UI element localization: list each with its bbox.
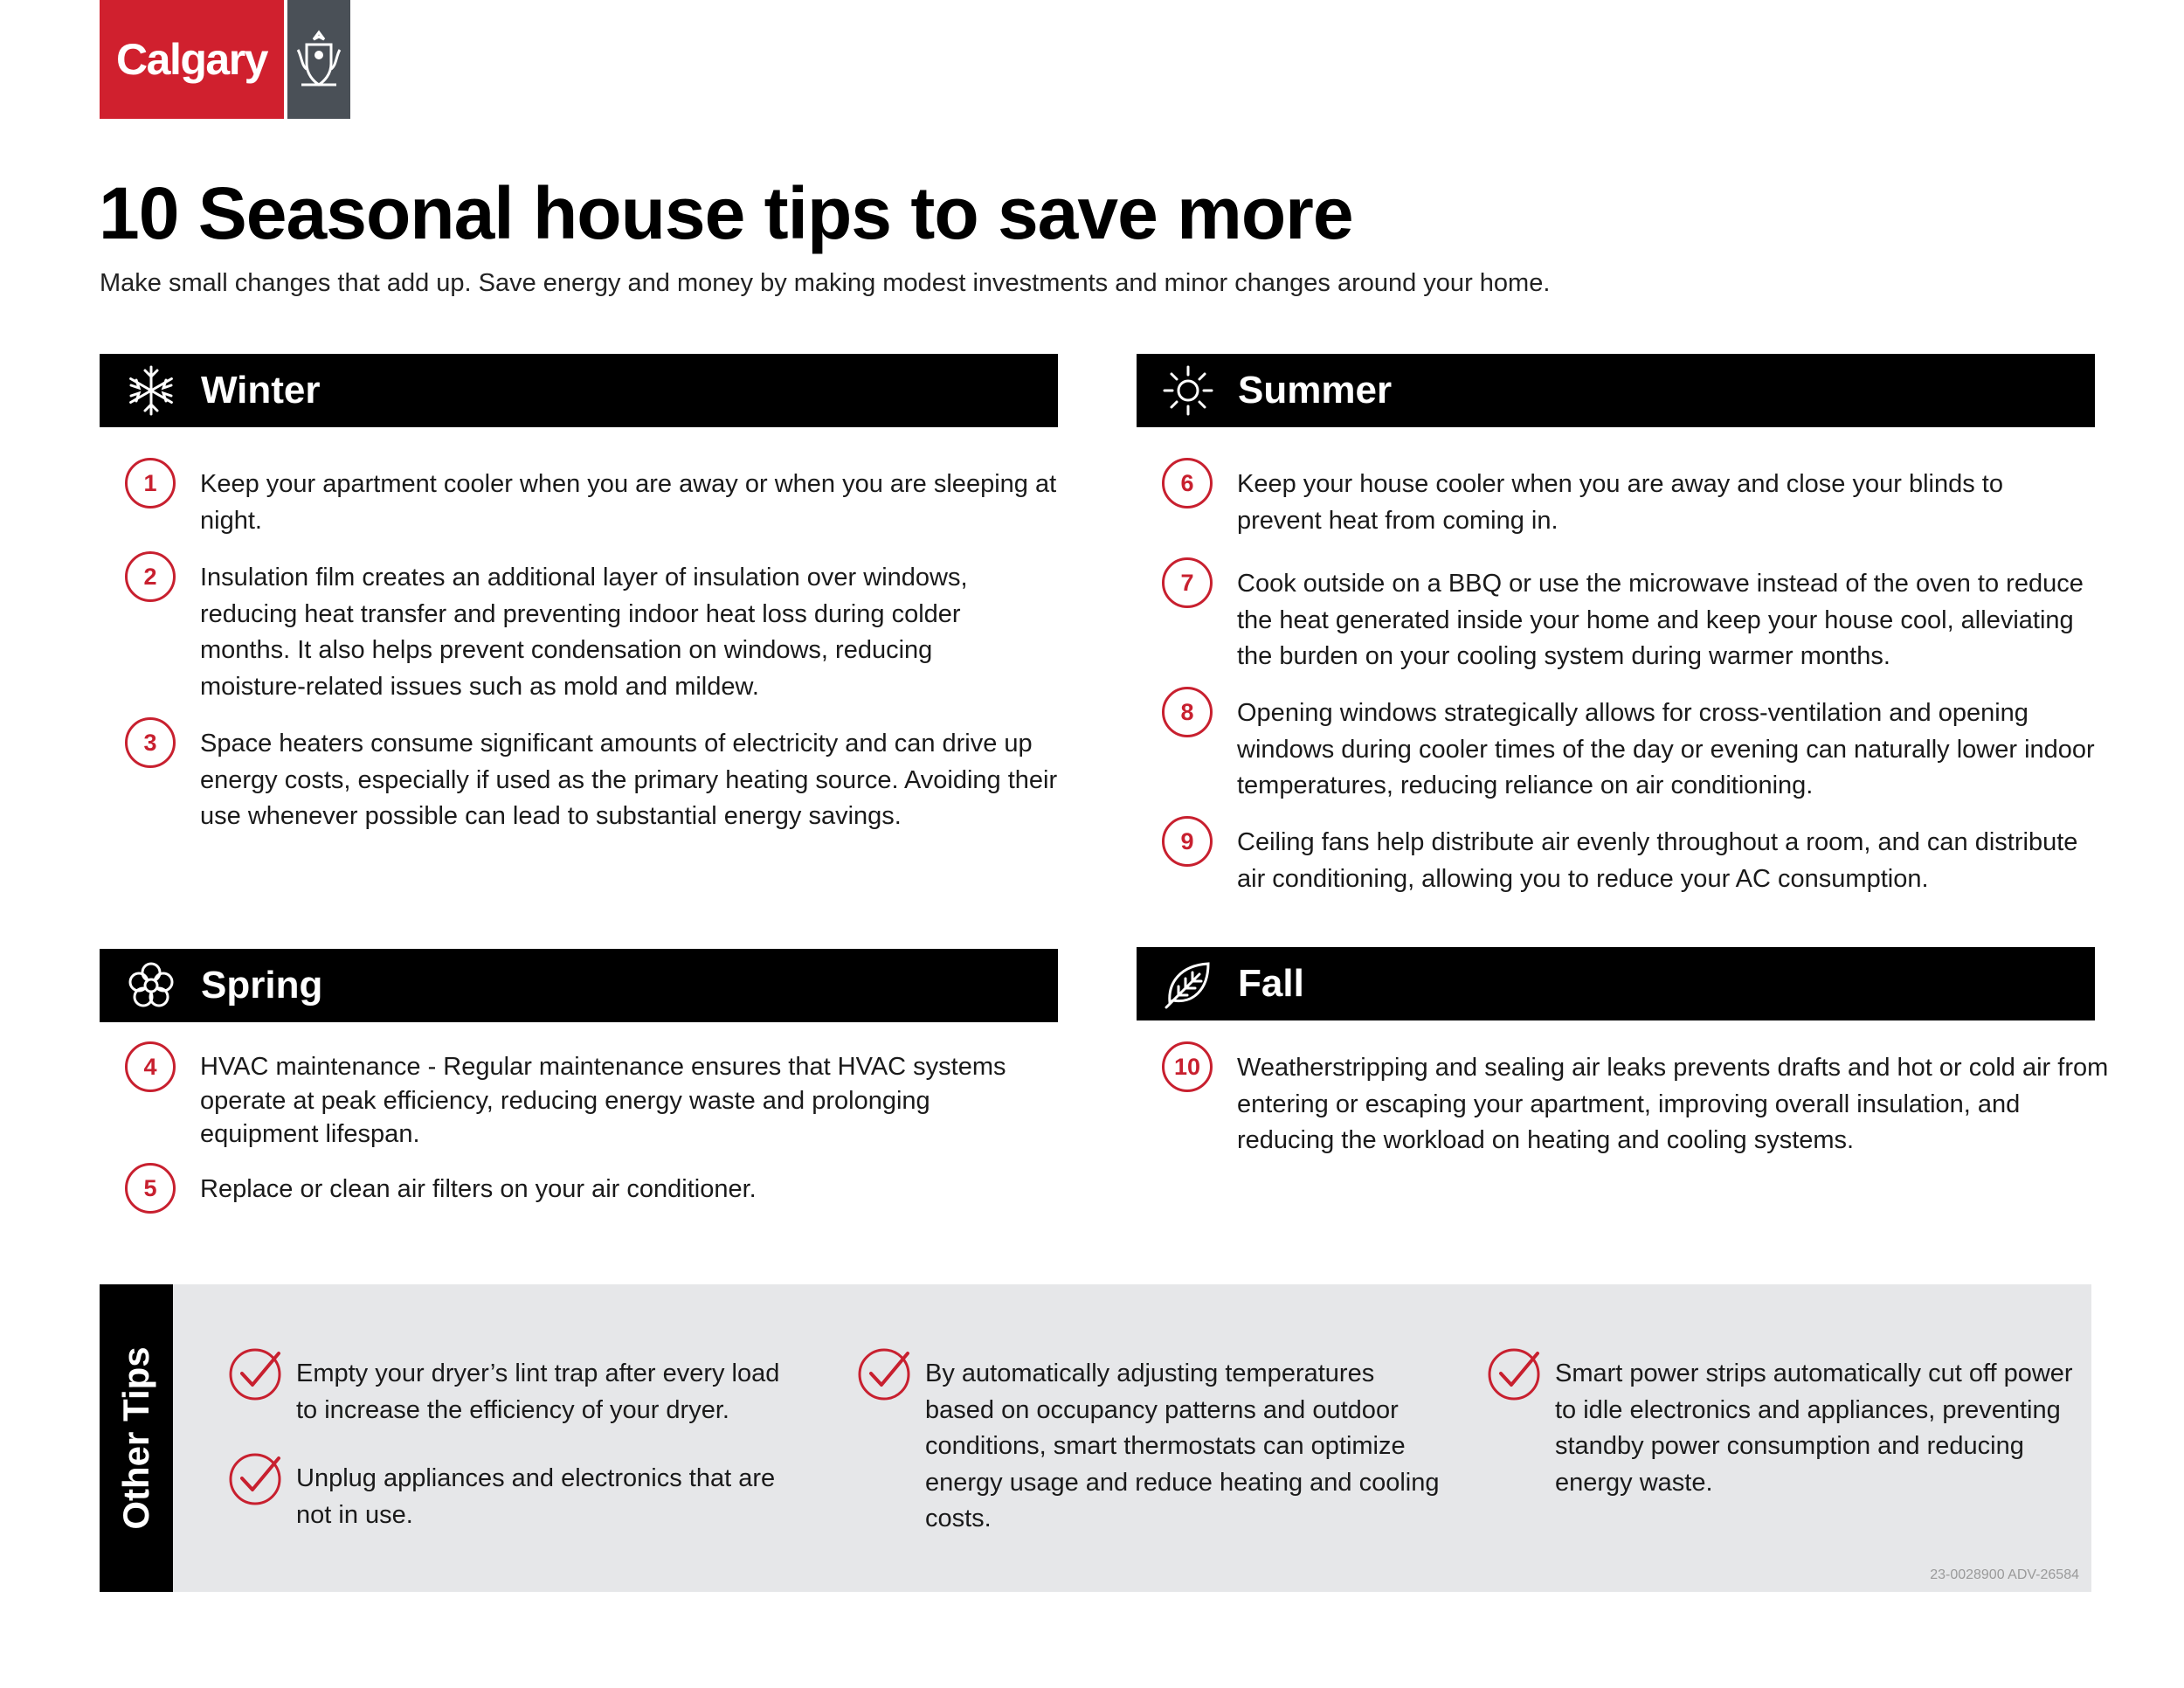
tip-number: 7 <box>1162 557 1213 608</box>
calgary-logo <box>100 0 350 119</box>
tip-text: Keep your house cooler when you are away and close your blinds to prevent heat from coming in. <box>1237 470 2003 535</box>
page-subtitle: Make small changes that add up. Save energy and money by making modest investments and minor changes around your home. <box>100 269 1551 297</box>
page-title: 10 Seasonal house tips to save more <box>99 172 1353 254</box>
document-reference: 23-0028900 ADV-26584 <box>1930 1567 2079 1582</box>
flower-icon <box>121 955 182 1016</box>
other-tip-text: Smart power strips automatically cut off power to idle electronics and appliances, preventing standby power consumption and reducing energy waste. <box>1555 1359 2073 1497</box>
section-header-summer <box>1137 354 2095 427</box>
checkmark-icon <box>228 1346 286 1403</box>
other-tips-label: Other Tips <box>115 1346 156 1530</box>
tip-text: Insulation film creates an additional layer of insulation over windows, reducing heat transfer and preventing indoor heat loss during colder months. It also helps prevent condensation on windows, reducing moisture-related issues such as mold and mildew. <box>200 564 968 701</box>
other-tip-text: By automatically adjusting temperatures based on occupancy patterns and outdoor conditions, smart thermostats can optimize energy usage and reduce heating and cooling costs. <box>925 1359 1440 1532</box>
tip-number: 3 <box>125 717 176 768</box>
other-tip-text: Unplug appliances and electronics that are not in use. <box>296 1464 776 1529</box>
checkmark-icon <box>857 1346 915 1403</box>
section-header-spring <box>100 949 1058 1022</box>
section-title-spring: Spring <box>201 964 323 1007</box>
tip-number: 1 <box>125 458 176 508</box>
snowflake-icon <box>121 360 182 421</box>
tip-text: Keep your apartment cooler when you are away or when you are sleeping at night. <box>200 470 1057 535</box>
section-title-summer: Summer <box>1238 369 1393 412</box>
checkmark-icon <box>1487 1346 1545 1403</box>
other-tip-text: Empty your dryer’s lint trap after every load to increase the efficiency of your dryer. <box>296 1359 780 1424</box>
checkmark-icon <box>228 1450 286 1508</box>
section-header-fall <box>1137 947 2095 1020</box>
tip-text: HVAC maintenance - Regular maintenance ensures that HVAC systems operate at peak efficiency, reducing energy waste and prolonging equipment lifespan. <box>200 1053 1006 1148</box>
tip-number: 8 <box>1162 687 1213 737</box>
other-tips-label-bar <box>100 1284 173 1592</box>
tip-text: Weatherstripping and sealing air leaks prevents drafts and hot or cold air from entering or escaping your apartment, improving overall insulation, and reducing the workload on heating and cooling systems. <box>1237 1054 2109 1154</box>
tip-number: 9 <box>1162 816 1213 867</box>
tip-number: 10 <box>1162 1041 1213 1092</box>
logo-wordmark: Calgary <box>100 0 284 119</box>
tip-number: 6 <box>1162 458 1213 508</box>
tip-number: 2 <box>125 551 176 602</box>
tip-number: 5 <box>125 1163 176 1214</box>
section-header-winter <box>100 354 1058 427</box>
tip-text: Replace or clean air filters on your air conditioner. <box>200 1175 757 1203</box>
crest-icon <box>287 0 350 119</box>
section-title-fall: Fall <box>1238 962 1304 1005</box>
other-tips-panel <box>100 1284 2091 1592</box>
tip-text: Opening windows strategically allows for cross-ventilation and opening windows during cooler times of the day or evening can naturally lower indoor temperatures, reducing reliance on air conditioning. <box>1237 699 2095 799</box>
tip-number: 4 <box>125 1041 176 1092</box>
leaf-icon <box>1158 953 1219 1014</box>
tip-text: Ceiling fans help distribute air evenly throughout a room, and can distribute air conditioning, allowing you to reduce your AC consumption. <box>1237 828 2078 893</box>
sun-icon <box>1158 360 1219 421</box>
tip-text: Space heaters consume significant amounts of electricity and can drive up energy costs, especially if used as the primary heating source. Avoiding their use whenever possible can lead to substantial energy savings. <box>200 730 1058 830</box>
tip-text: Cook outside on a BBQ or use the microwave instead of the oven to reduce the heat generated inside your home and keep your house cool, alleviating the burden on your cooling system during warmer months. <box>1237 570 2084 670</box>
section-title-winter: Winter <box>201 369 321 412</box>
